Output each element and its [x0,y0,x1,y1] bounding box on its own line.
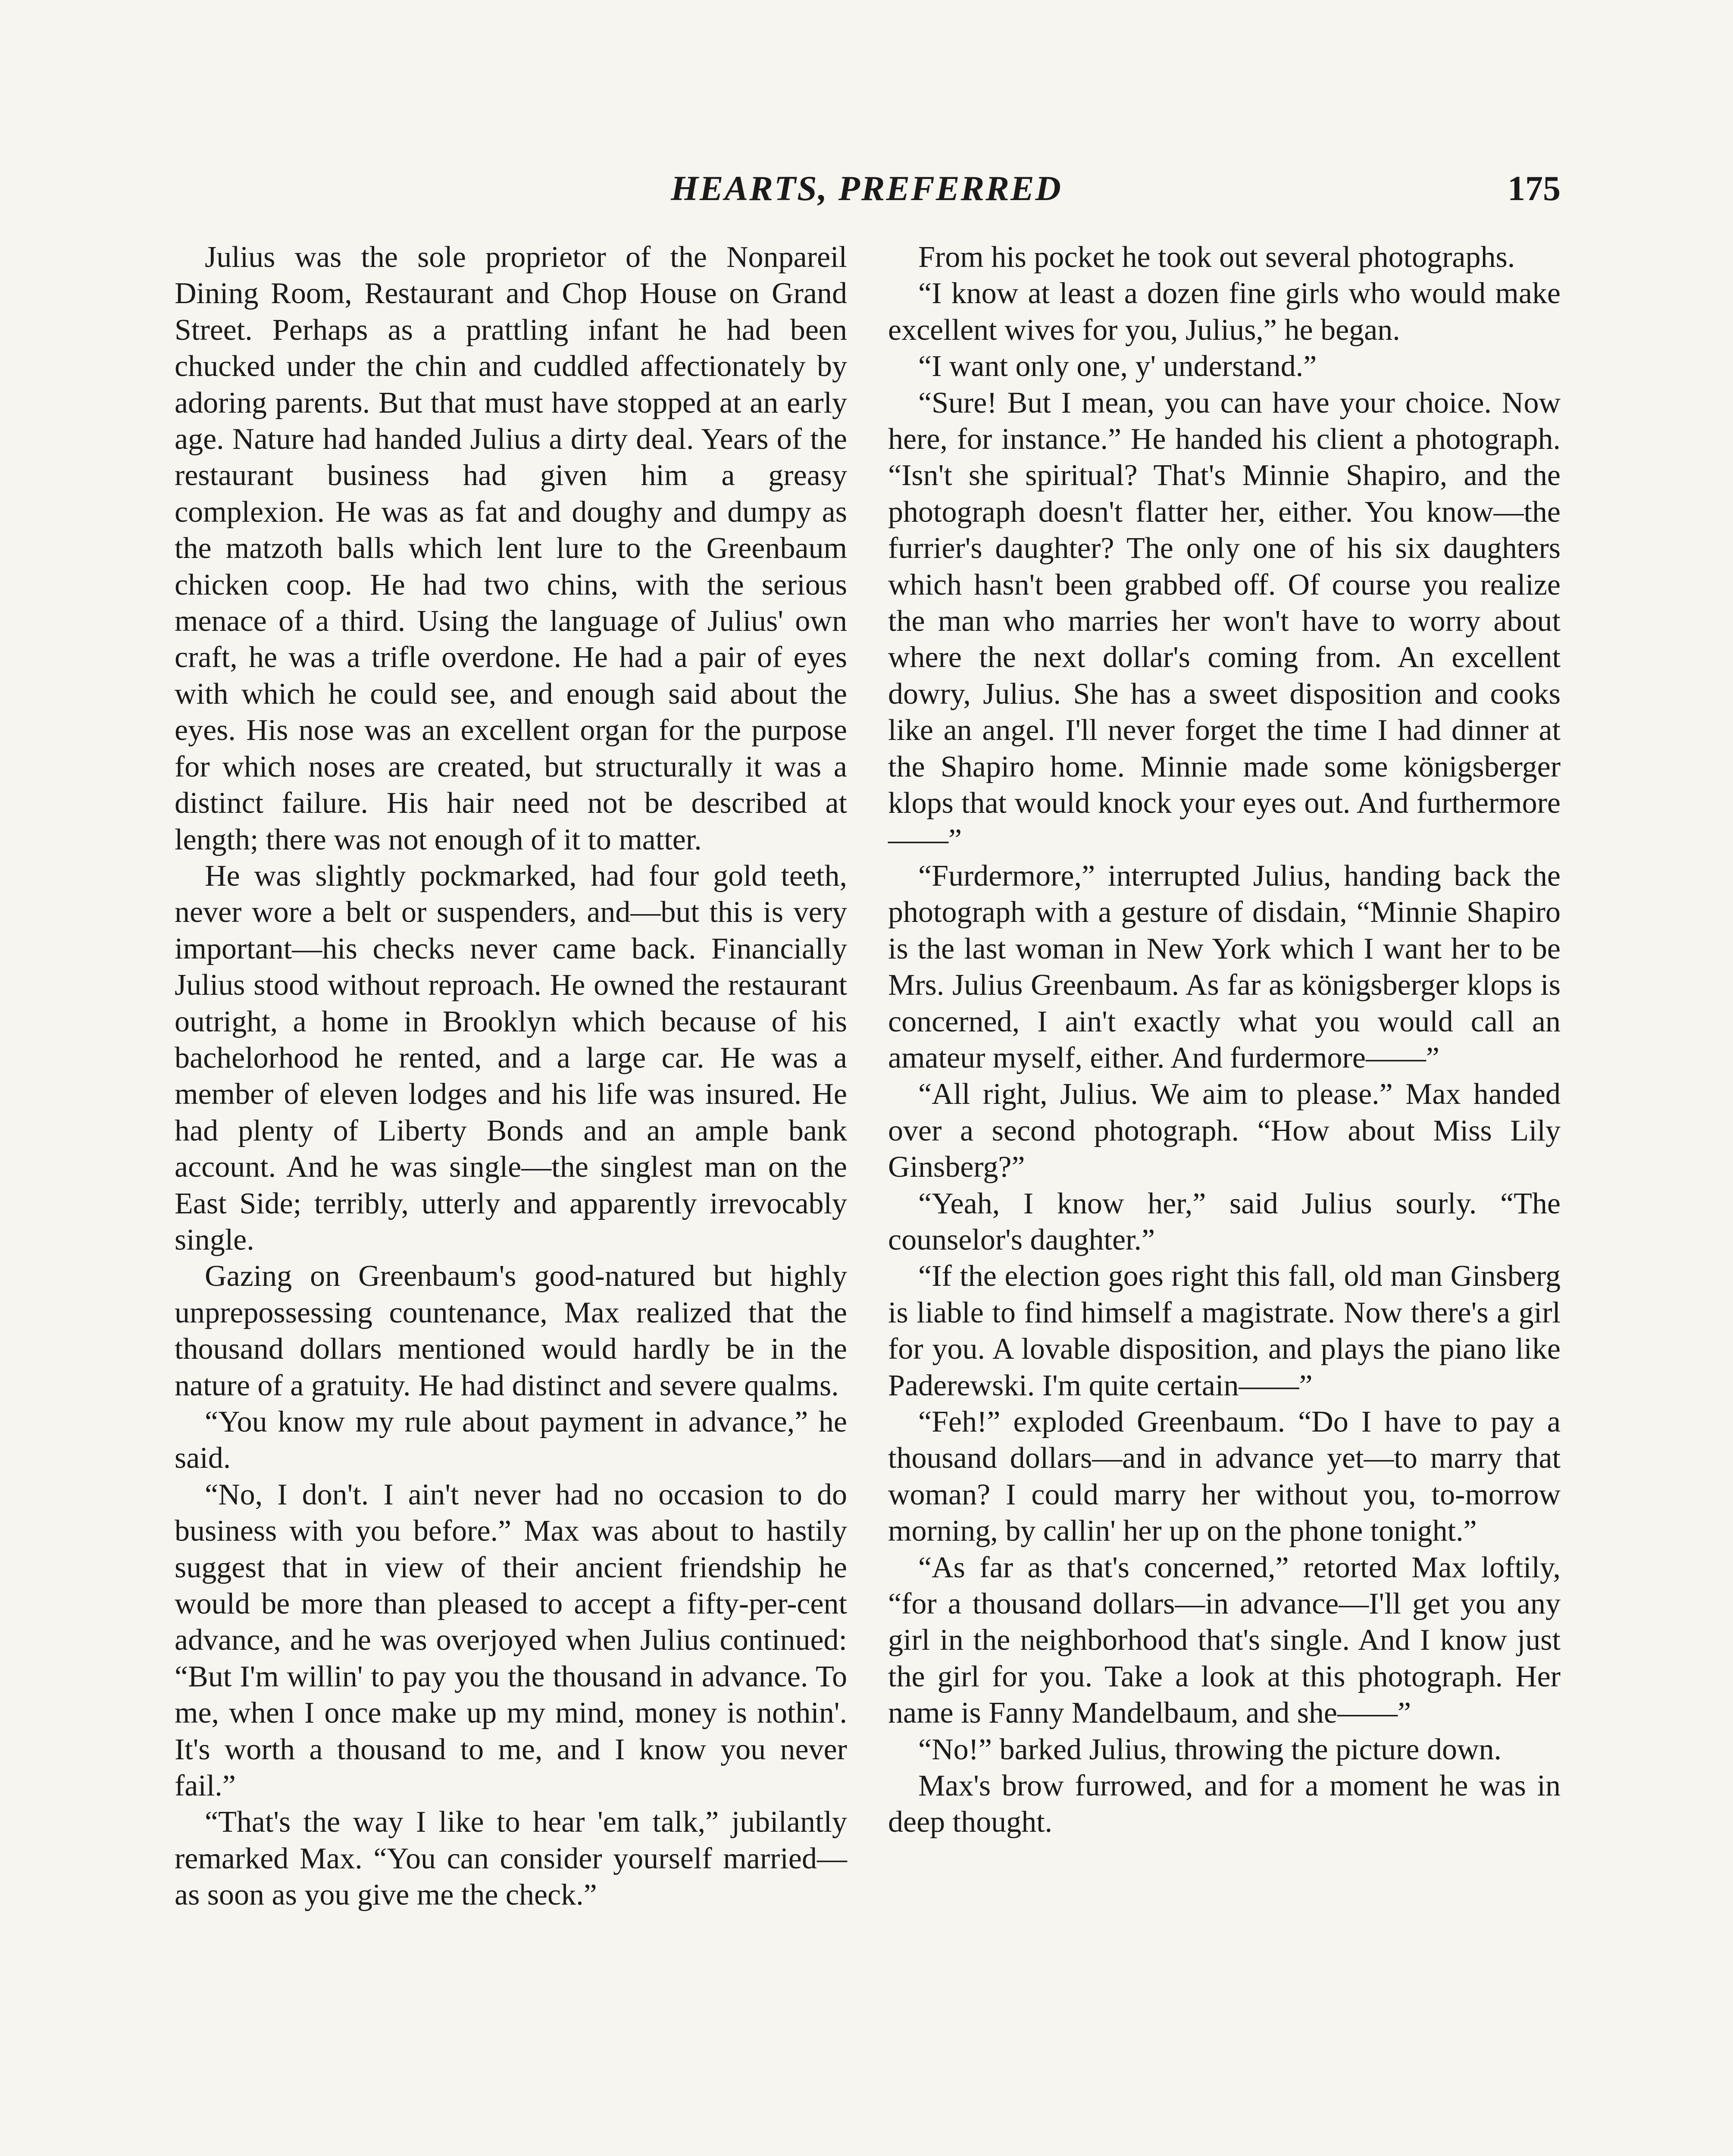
paragraph: Max's brow furrowed, and for a moment he was in deep thought. [888,1769,1561,1839]
paragraph: Gazing on Greenbaum's good-natured but highly unprepossessing countenance, Max realized that the thousand dollars mentioned would hardly be in the nature of a gratuity. He had distinct and severe qualms. [175,1260,847,1402]
right-column [888,239,1561,1841]
running-title: HEARTS, PREFERRED [671,169,1062,208]
paragraph: From his pocket he took out several photographs. [918,241,1515,274]
paragraph: “No, I don't. I ain't never had no occasion to do business with you before.” Max was about to hastily suggest that in view of their ancient friendship he would be more than pleased to accept a fifty-per-cent advance, and he was overjoyed when Julius continued: “But I'm willin' to pay you the thousand in advance. To me, when I once make up my mind, money is nothin'. It's worth a thousand to me, and I know you never fail.” [175,1478,847,1803]
paragraph: “If the election goes right this fall, old man Ginsberg is liable to find himself a magistrate. Now there's a girl for you. A lovable disposition, and plays the piano like Paderewski. I'm quite certain——” [888,1260,1561,1402]
left-column [175,239,847,1914]
paragraph: “Furdermore,” interrupted Julius, handing back the photograph with a gesture of disdain, “Minnie Shapiro is the last woman in New York which I want her to be Mrs. Julius Greenbaum. As far as königsberger klops is concerned, I ain't exactly what you would call an amateur myself, either. And furdermore——” [888,859,1561,1075]
paragraph: “I want only one, y' understand.” [918,350,1317,383]
paragraph: “As far as that's concerned,” retorted Max loftily, “for a thousand dollars—in advance—I'll get you any girl in the neighborhood that's single. And I know just the girl for you. Take a look at this photograph. Her name is Fanny Mandelbaum, and she——” [888,1551,1561,1730]
paragraph: He was slightly pockmarked, had four gold teeth, never wore a belt or suspenders, and—but this is very important—his checks never came back. Financially Julius stood without reproach. He owned the restaurant outright, a home in Brooklyn which because of his bachelorhood he rented, and a large car. He was a member of eleven lodges and his life was insured. He had plenty of Liberty Bonds and an ample bank account. And he was single—the singlest man on the East Side; terribly, utterly and apparently irrevocably single. [175,859,847,1257]
page-header [0,168,1733,216]
paragraph: “Yeah, I know her,” said Julius sourly. “The counselor's daughter.” [888,1187,1561,1257]
paragraph: “You know my rule about payment in advance,” he said. [175,1405,847,1475]
paragraph: “I know at least a dozen fine girls who would make excellent wives for you, Julius,” he began. [888,277,1561,347]
paragraph: “Sure! But I mean, you can have your choice. Now here, for instance.” He handed his client a photograph. “Isn't she spiritual? That's Minnie Shapiro, and the photograph doesn't flatter her, either. You know—the furrier's daughter? The only one of his six daughters which hasn't been grabbed off. Of course you realize the man who marries her won't have to worry about where the next dollar's coming from. An excellent dowry, Julius. She has a sweet disposition and cooks like an angel. I'll never forget the time I had dinner at the Shapiro home. Minnie made some königsberger klops that would knock your eyes out. And furthermore——” [888,386,1561,856]
paragraph: Julius was the sole proprietor of the Nonpareil Dining Room, Restaurant and Chop House on Grand Street. Perhaps as a prattling infant he had been chucked under the chin and cuddled affectionately by adoring parents. But that must have stopped at an early age. Nature had handed Julius a dirty deal. Years of the restaurant business had given him a greasy complexion. He was as fat and doughy and dumpy as the matzoth balls which lent lure to the Greenbaum chicken coop. He had two chins, with the serious menace of a third. Using the language of Julius' own craft, he was a trifle overdone. He had a pair of eyes with which he could see, and enough said about the eyes. His nose was an excellent organ for the purpose for which noses are created, but structurally it was a distinct failure. His hair need not be described at length; there was not enough of it to matter. [175,241,847,856]
paragraph: “That's the way I like to hear 'em talk,” jubilantly remarked Max. “You can consider yourself married—as soon as you give me the check.” [175,1805,847,1912]
paragraph: “Feh!” exploded Greenbaum. “Do I have to pay a thousand dollars—and in advance yet—to marry that woman? I could marry her without you, to-morrow morning, by callin' her up on the phone tonight.” [888,1405,1561,1548]
page-number: 175 [1508,169,1561,208]
paragraph: “No!” barked Julius, throwing the picture down. [918,1733,1502,1766]
paragraph: “All right, Julius. We aim to please.” Max handed over a second photograph. “How about Miss Lily Ginsberg?” [888,1078,1561,1184]
